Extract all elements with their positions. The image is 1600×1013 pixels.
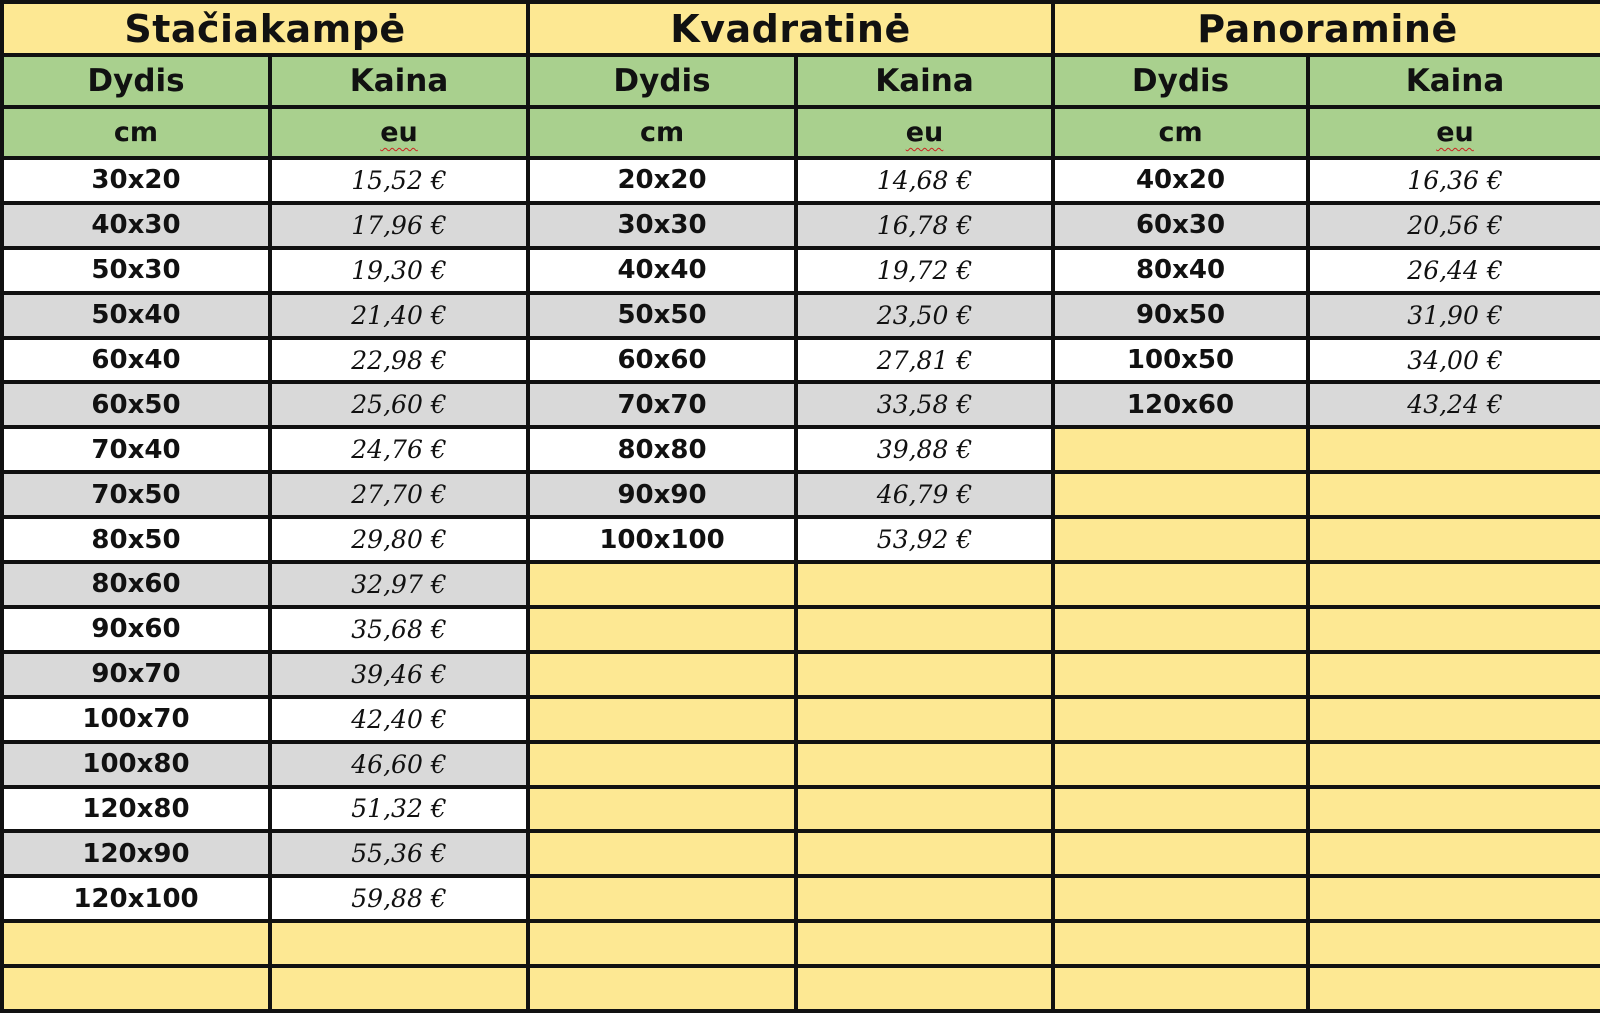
table-row — [2, 293, 1600, 338]
group-title-kvadratine: Kvadratinė — [528, 2, 1053, 55]
size-cell: 100x100 — [528, 517, 796, 562]
empty-cell — [2, 966, 270, 1011]
empty-cell — [528, 787, 796, 832]
size-cell: 30x20 — [2, 158, 270, 203]
size-cell: 100x50 — [1053, 338, 1308, 383]
price-cell: 25,60 € — [270, 382, 528, 427]
table-row — [2, 921, 1600, 966]
price-unit: eu — [380, 116, 418, 148]
price-cell: 21,40 € — [270, 293, 528, 338]
size-unit: cm — [1053, 107, 1308, 158]
price-unit-cell — [796, 107, 1053, 158]
empty-cell — [1053, 966, 1308, 1011]
empty-cell — [796, 697, 1053, 742]
table-row — [2, 248, 1600, 293]
empty-cell — [796, 742, 1053, 787]
price-unit: eu — [905, 116, 944, 148]
price-cell: 22,98 € — [270, 338, 528, 383]
empty-cell — [528, 742, 796, 787]
empty-cell — [270, 966, 528, 1011]
size-cell: 30x30 — [528, 203, 796, 248]
table-row — [2, 607, 1600, 652]
empty-cell — [528, 697, 796, 742]
empty-cell — [796, 607, 1053, 652]
size-cell: 90x70 — [2, 652, 270, 697]
table-row — [2, 652, 1600, 697]
price-cell: 20,56 € — [1308, 203, 1600, 248]
size-cell: 80x50 — [2, 517, 270, 562]
size-unit: cm — [2, 107, 270, 158]
empty-cell — [1053, 652, 1308, 697]
price-header: Kaina — [1308, 55, 1600, 106]
empty-cell — [1053, 831, 1308, 876]
table-row — [2, 876, 1600, 921]
table-row — [2, 517, 1600, 562]
size-cell: 50x30 — [2, 248, 270, 293]
empty-cell — [528, 876, 796, 921]
table-row — [2, 338, 1600, 383]
group-title-staciakampe: Stačiakampė — [2, 2, 528, 55]
price-cell: 39,46 € — [270, 652, 528, 697]
price-unit-cell — [270, 107, 528, 158]
price-cell: 24,76 € — [270, 427, 528, 472]
table-row — [2, 158, 1600, 203]
empty-cell — [1308, 607, 1600, 652]
price-cell: 34,00 € — [1308, 338, 1600, 383]
price-header: Kaina — [270, 55, 528, 106]
unit-row — [2, 107, 1600, 158]
empty-cell — [1308, 966, 1600, 1011]
price-cell: 51,32 € — [270, 787, 528, 832]
size-cell: 40x40 — [528, 248, 796, 293]
empty-cell — [796, 876, 1053, 921]
empty-cell — [1053, 921, 1308, 966]
size-cell: 120x90 — [2, 831, 270, 876]
empty-cell — [1308, 787, 1600, 832]
price-cell: 31,90 € — [1308, 293, 1600, 338]
table-row — [2, 966, 1600, 1011]
empty-cell — [1308, 472, 1600, 517]
empty-cell — [796, 966, 1053, 1011]
empty-cell — [796, 652, 1053, 697]
size-cell: 120x80 — [2, 787, 270, 832]
size-cell: 100x80 — [2, 742, 270, 787]
size-cell: 80x60 — [2, 562, 270, 607]
empty-cell — [528, 562, 796, 607]
size-cell: 60x60 — [528, 338, 796, 383]
price-cell: 39,88 € — [796, 427, 1053, 472]
empty-cell — [528, 831, 796, 876]
price-cell: 55,36 € — [270, 831, 528, 876]
price-cell: 19,72 € — [796, 248, 1053, 293]
empty-cell — [796, 831, 1053, 876]
empty-cell — [528, 652, 796, 697]
empty-cell — [270, 921, 528, 966]
price-cell: 32,97 € — [270, 562, 528, 607]
empty-cell — [1308, 697, 1600, 742]
price-header: Kaina — [796, 55, 1053, 106]
price-cell: 23,50 € — [796, 293, 1053, 338]
price-cell: 33,58 € — [796, 382, 1053, 427]
price-cell: 17,96 € — [270, 203, 528, 248]
empty-cell — [1308, 427, 1600, 472]
column-header-row — [2, 55, 1600, 106]
empty-cell — [1053, 427, 1308, 472]
price-cell: 15,52 € — [270, 158, 528, 203]
price-cell: 53,92 € — [796, 517, 1053, 562]
empty-cell — [1308, 517, 1600, 562]
size-cell: 60x30 — [1053, 203, 1308, 248]
size-cell: 90x90 — [528, 472, 796, 517]
empty-cell — [528, 607, 796, 652]
empty-cell — [796, 787, 1053, 832]
price-cell: 27,70 € — [270, 472, 528, 517]
empty-cell — [1053, 517, 1308, 562]
empty-cell — [1308, 831, 1600, 876]
size-cell: 70x50 — [2, 472, 270, 517]
size-cell: 60x50 — [2, 382, 270, 427]
size-cell: 90x60 — [2, 607, 270, 652]
price-cell: 16,36 € — [1308, 158, 1600, 203]
group-title-panoramine: Panoraminė — [1053, 2, 1600, 55]
empty-cell — [528, 966, 796, 1011]
empty-cell — [1308, 742, 1600, 787]
size-cell: 50x50 — [528, 293, 796, 338]
price-cell: 59,88 € — [270, 876, 528, 921]
size-cell: 50x40 — [2, 293, 270, 338]
size-header: Dydis — [1053, 55, 1308, 106]
empty-cell — [1053, 472, 1308, 517]
empty-cell — [1053, 607, 1308, 652]
price-cell: 26,44 € — [1308, 248, 1600, 293]
empty-cell — [1053, 697, 1308, 742]
price-cell: 19,30 € — [270, 248, 528, 293]
size-cell: 70x70 — [528, 382, 796, 427]
size-header: Dydis — [528, 55, 796, 106]
price-cell: 27,81 € — [796, 338, 1053, 383]
price-cell: 46,60 € — [270, 742, 528, 787]
table-row — [2, 742, 1600, 787]
table-row — [2, 382, 1600, 427]
size-cell: 40x20 — [1053, 158, 1308, 203]
price-cell: 43,24 € — [1308, 382, 1600, 427]
size-cell: 90x50 — [1053, 293, 1308, 338]
empty-cell — [1053, 742, 1308, 787]
price-cell: 46,79 € — [796, 472, 1053, 517]
table-row — [2, 787, 1600, 832]
size-unit: cm — [528, 107, 796, 158]
table-row — [2, 562, 1600, 607]
size-cell: 120x60 — [1053, 382, 1308, 427]
empty-cell — [1053, 562, 1308, 607]
price-cell: 14,68 € — [796, 158, 1053, 203]
size-cell: 70x40 — [2, 427, 270, 472]
empty-cell — [2, 921, 270, 966]
size-cell: 100x70 — [2, 697, 270, 742]
group-title-row — [2, 2, 1600, 55]
price-cell: 16,78 € — [796, 203, 1053, 248]
table-row — [2, 697, 1600, 742]
empty-cell — [1308, 562, 1600, 607]
price-cell: 42,40 € — [270, 697, 528, 742]
empty-cell — [796, 921, 1053, 966]
size-cell: 20x20 — [528, 158, 796, 203]
empty-cell — [1308, 652, 1600, 697]
size-cell: 40x30 — [2, 203, 270, 248]
empty-cell — [1053, 787, 1308, 832]
size-cell: 80x80 — [528, 427, 796, 472]
price-cell: 29,80 € — [270, 517, 528, 562]
empty-cell — [1053, 876, 1308, 921]
price-unit-cell — [1308, 107, 1600, 158]
empty-cell — [1308, 921, 1600, 966]
price-cell: 35,68 € — [270, 607, 528, 652]
empty-cell — [796, 562, 1053, 607]
table-row — [2, 203, 1600, 248]
empty-cell — [1308, 876, 1600, 921]
table-row — [2, 831, 1600, 876]
size-cell: 120x100 — [2, 876, 270, 921]
price-unit: eu — [1436, 116, 1474, 148]
table-row — [2, 427, 1600, 472]
size-header: Dydis — [2, 55, 270, 106]
size-cell: 80x40 — [1053, 248, 1308, 293]
table-row — [2, 472, 1600, 517]
empty-cell — [528, 921, 796, 966]
size-cell: 60x40 — [2, 338, 270, 383]
